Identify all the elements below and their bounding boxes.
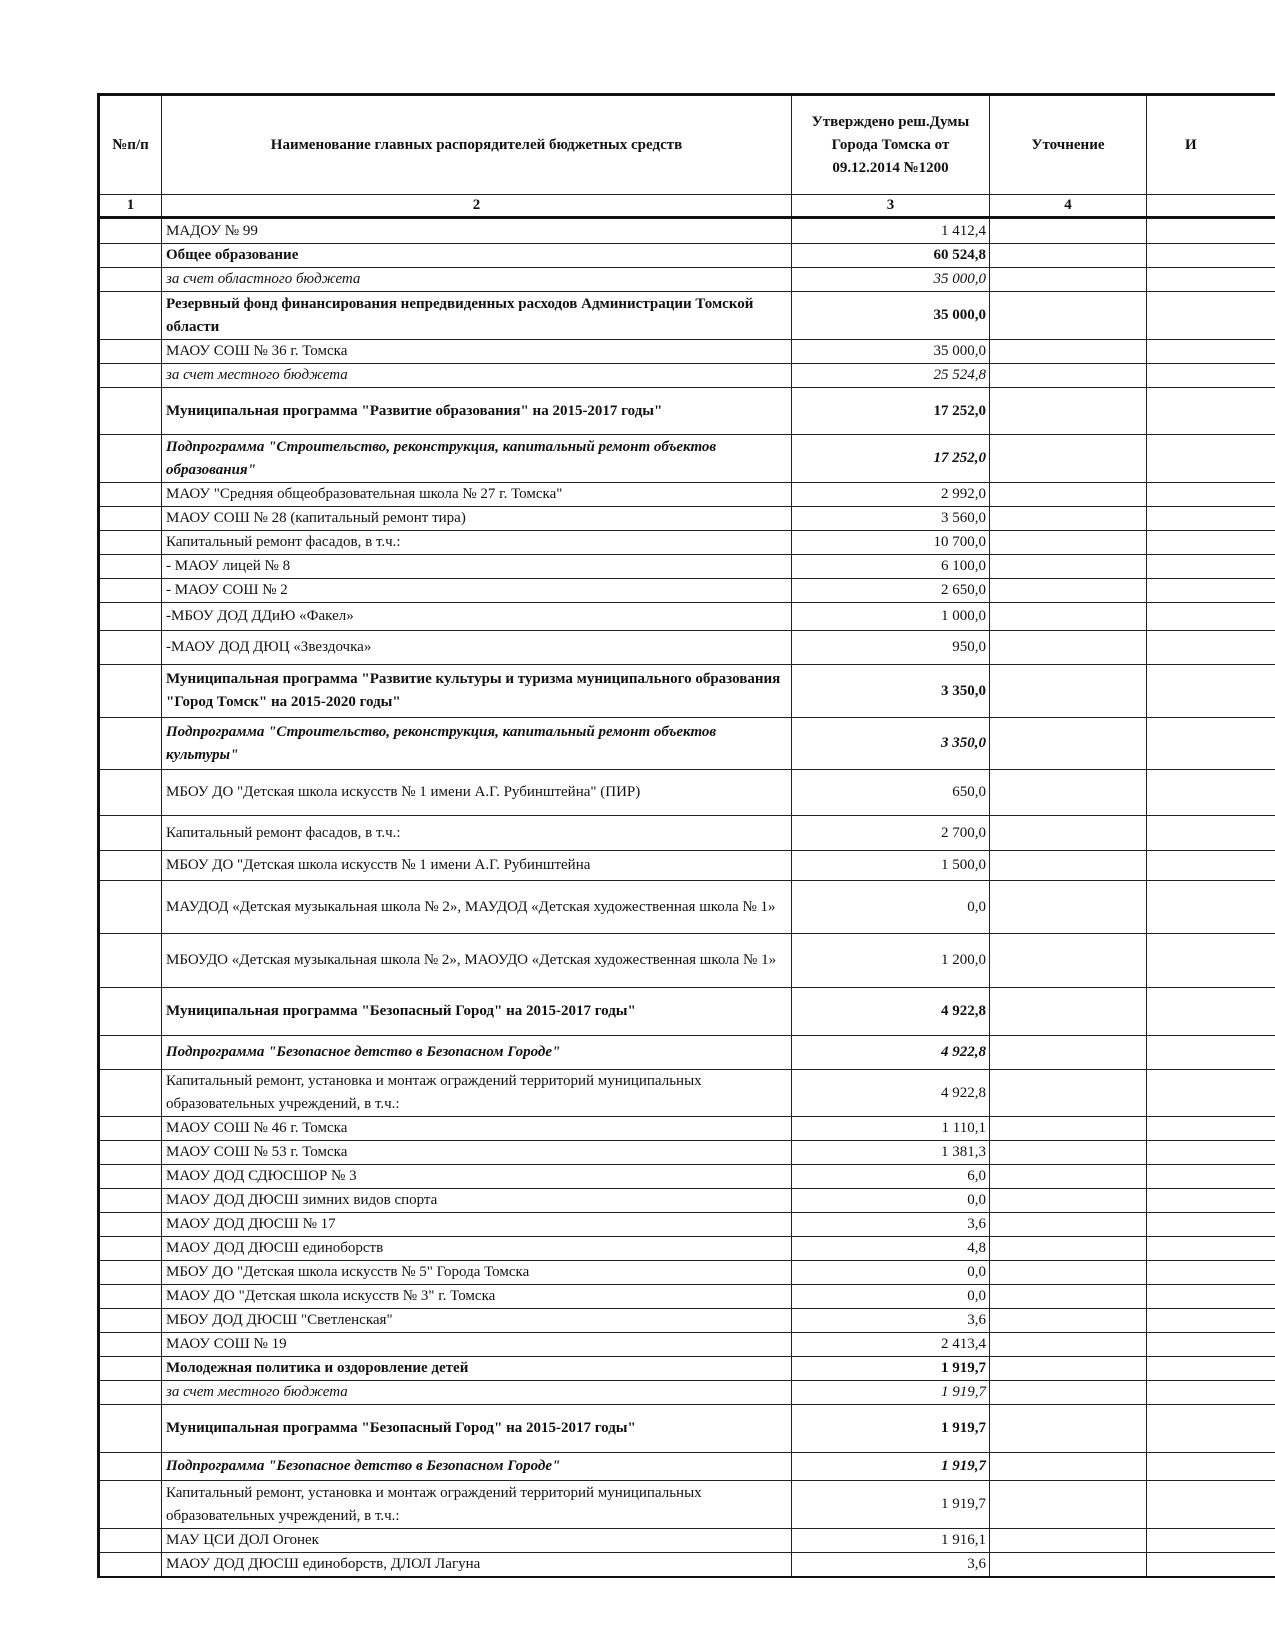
table-row (99, 1213, 1275, 1237)
row-approved-value: 17 252,0 (792, 388, 990, 435)
table-row (99, 1189, 1275, 1213)
row-name: Резервный фонд финансирования непредвиденных расходов Администрации Томской области (162, 292, 792, 340)
row-number (99, 579, 162, 603)
table-row (99, 555, 1275, 579)
row-approved-value: 1 200,0 (792, 934, 990, 988)
column-number (1147, 195, 1275, 218)
row-total (1147, 1481, 1275, 1529)
row-number (99, 1117, 162, 1141)
row-approved-value: 35 000,0 (792, 340, 990, 364)
row-approved-value: 3 350,0 (792, 718, 990, 770)
row-clarification (990, 507, 1147, 531)
row-name: МАУ ЦСИ ДОЛ Огонек (162, 1529, 792, 1553)
row-approved-value: 1 916,1 (792, 1529, 990, 1553)
row-total (1147, 1453, 1275, 1481)
row-clarification (990, 988, 1147, 1036)
table-row (99, 1285, 1275, 1309)
row-clarification (990, 1357, 1147, 1381)
table-row (99, 507, 1275, 531)
table-row (99, 1261, 1275, 1285)
row-number (99, 631, 162, 665)
header-row (99, 95, 1275, 195)
row-approved-value: 0,0 (792, 1285, 990, 1309)
row-name: за счет местного бюджета (162, 1381, 792, 1405)
row-total (1147, 1117, 1275, 1141)
row-approved-value: 1 000,0 (792, 603, 990, 631)
table-row (99, 1529, 1275, 1553)
row-approved-value: 0,0 (792, 1189, 990, 1213)
row-total (1147, 340, 1275, 364)
row-name: МАОУ ДОД ДЮСШ единоборств (162, 1237, 792, 1261)
row-number (99, 1529, 162, 1553)
row-number (99, 851, 162, 881)
row-clarification (990, 851, 1147, 881)
row-clarification (990, 665, 1147, 718)
row-approved-value: 2 700,0 (792, 816, 990, 851)
row-clarification (990, 1529, 1147, 1553)
table-row (99, 1357, 1275, 1381)
row-number (99, 1481, 162, 1529)
row-clarification (990, 1553, 1147, 1578)
row-name: - МАОУ лицей № 8 (162, 555, 792, 579)
table-row (99, 244, 1275, 268)
row-approved-value: 1 110,1 (792, 1117, 990, 1141)
budget-table (97, 93, 1275, 1578)
table-row (99, 1381, 1275, 1405)
row-number (99, 1285, 162, 1309)
row-approved-value: 1 919,7 (792, 1381, 990, 1405)
row-number (99, 1165, 162, 1189)
table-row (99, 1453, 1275, 1481)
header-total: И (1147, 95, 1275, 195)
row-number (99, 531, 162, 555)
column-number: 1 (99, 195, 162, 218)
row-name: Молодежная политика и оздоровление детей (162, 1357, 792, 1381)
row-total (1147, 816, 1275, 851)
row-approved-value: 4 922,8 (792, 1036, 990, 1070)
row-clarification (990, 934, 1147, 988)
row-approved-value: 1 500,0 (792, 851, 990, 881)
row-clarification (990, 1189, 1147, 1213)
row-total (1147, 218, 1275, 244)
row-clarification (990, 268, 1147, 292)
row-name: МБОУ ДО "Детская школа искусств № 1 имени А.Г. Рубинштейна" (ПИР) (162, 770, 792, 816)
row-total (1147, 851, 1275, 881)
table-row (99, 770, 1275, 816)
row-clarification (990, 1117, 1147, 1141)
column-number-row (99, 195, 1275, 218)
row-name: Муниципальная программа "Безопасный Город" на 2015-2017 годы" (162, 988, 792, 1036)
row-total (1147, 770, 1275, 816)
row-approved-value: 25 524,8 (792, 364, 990, 388)
row-clarification (990, 1309, 1147, 1333)
row-approved-value: 2 413,4 (792, 1333, 990, 1357)
row-name: - МАОУ СОШ № 2 (162, 579, 792, 603)
row-number (99, 244, 162, 268)
table-row (99, 934, 1275, 988)
row-clarification (990, 1141, 1147, 1165)
row-approved-value: 3 350,0 (792, 665, 990, 718)
row-number (99, 1357, 162, 1381)
row-number (99, 881, 162, 934)
row-name: -МАОУ ДОД ДЮЦ «Звездочка» (162, 631, 792, 665)
row-total (1147, 1213, 1275, 1237)
table-row (99, 1481, 1275, 1529)
row-number (99, 1141, 162, 1165)
row-number (99, 1036, 162, 1070)
row-clarification (990, 483, 1147, 507)
row-approved-value: 3,6 (792, 1309, 990, 1333)
row-number (99, 1309, 162, 1333)
row-number (99, 603, 162, 631)
row-number (99, 718, 162, 770)
row-name: МАДОУ № 99 (162, 218, 792, 244)
row-name: Общее образование (162, 244, 792, 268)
row-number (99, 268, 162, 292)
row-total (1147, 1357, 1275, 1381)
row-number (99, 988, 162, 1036)
row-approved-value: 4,8 (792, 1237, 990, 1261)
row-number (99, 665, 162, 718)
table-row (99, 1141, 1275, 1165)
row-name: МАОУ СОШ № 46 г. Томска (162, 1117, 792, 1141)
row-approved-value: 60 524,8 (792, 244, 990, 268)
table-row (99, 292, 1275, 340)
row-clarification (990, 364, 1147, 388)
row-name: -МБОУ ДОД ДДиЮ «Факел» (162, 603, 792, 631)
row-number (99, 816, 162, 851)
row-total (1147, 1141, 1275, 1165)
row-number (99, 1237, 162, 1261)
row-name: за счет местного бюджета (162, 364, 792, 388)
row-approved-value: 3,6 (792, 1213, 990, 1237)
table-row (99, 579, 1275, 603)
row-total (1147, 631, 1275, 665)
row-total (1147, 1165, 1275, 1189)
row-clarification (990, 1381, 1147, 1405)
row-clarification (990, 1165, 1147, 1189)
row-clarification (990, 881, 1147, 934)
row-clarification (990, 1481, 1147, 1529)
row-name: Капитальный ремонт, установка и монтаж ограждений территорий муниципальных образовательных учреждений, в т.ч.: (162, 1070, 792, 1117)
row-total (1147, 934, 1275, 988)
row-approved-value: 4 922,8 (792, 1070, 990, 1117)
row-clarification (990, 718, 1147, 770)
row-approved-value: 1 381,3 (792, 1141, 990, 1165)
row-total (1147, 268, 1275, 292)
row-approved-value: 17 252,0 (792, 435, 990, 483)
row-number (99, 1189, 162, 1213)
table-row (99, 1553, 1275, 1578)
row-clarification (990, 770, 1147, 816)
row-name: МАОУ ДО "Детская школа искусств № 3" г. Томска (162, 1285, 792, 1309)
table-row (99, 483, 1275, 507)
row-total (1147, 435, 1275, 483)
row-name: МАОУ СОШ № 19 (162, 1333, 792, 1357)
table-row (99, 1165, 1275, 1189)
row-approved-value: 35 000,0 (792, 292, 990, 340)
row-number (99, 292, 162, 340)
row-name: Подпрограмма "Безопасное детство в Безопасном Городе" (162, 1036, 792, 1070)
table-row (99, 1117, 1275, 1141)
row-approved-value: 1 412,4 (792, 218, 990, 244)
row-name: МАОУ ДОД ДЮСШ зимних видов спорта (162, 1189, 792, 1213)
row-approved-value: 35 000,0 (792, 268, 990, 292)
row-number (99, 1261, 162, 1285)
table-row (99, 988, 1275, 1036)
row-clarification (990, 631, 1147, 665)
row-clarification (990, 388, 1147, 435)
row-total (1147, 1285, 1275, 1309)
header-name: Наименование главных распорядителей бюджетных средств (162, 95, 792, 195)
row-approved-value: 6,0 (792, 1165, 990, 1189)
row-total (1147, 1036, 1275, 1070)
row-name: МАОУ ДОД СДЮСШОР № 3 (162, 1165, 792, 1189)
row-total (1147, 507, 1275, 531)
table-row (99, 340, 1275, 364)
column-number: 4 (990, 195, 1147, 218)
row-number (99, 483, 162, 507)
row-total (1147, 1189, 1275, 1213)
row-total (1147, 1070, 1275, 1117)
row-total (1147, 988, 1275, 1036)
table-row (99, 218, 1275, 244)
row-name: Муниципальная программа "Безопасный Город" на 2015-2017 годы" (162, 1405, 792, 1453)
row-name: МАУДОД «Детская музыкальная школа № 2», МАУДОД «Детская художественная школа № 1» (162, 881, 792, 934)
row-number (99, 1405, 162, 1453)
row-approved-value: 0,0 (792, 1261, 990, 1285)
row-total (1147, 718, 1275, 770)
row-name: Подпрограмма "Безопасное детство в Безопасном Городе" (162, 1453, 792, 1481)
row-name: МАОУ "Средняя общеобразовательная школа № 27 г. Томска" (162, 483, 792, 507)
row-number (99, 340, 162, 364)
row-approved-value: 3,6 (792, 1553, 990, 1578)
table-row (99, 603, 1275, 631)
row-total (1147, 1261, 1275, 1285)
row-clarification (990, 603, 1147, 631)
row-name: Капитальный ремонт фасадов, в т.ч.: (162, 816, 792, 851)
row-total (1147, 1309, 1275, 1333)
row-number (99, 364, 162, 388)
row-clarification (990, 531, 1147, 555)
row-clarification (990, 816, 1147, 851)
column-number: 3 (792, 195, 990, 218)
row-total (1147, 555, 1275, 579)
row-total (1147, 603, 1275, 631)
row-name: МАОУ ДОД ДЮСШ единоборств, ДЛОЛ Лагуна (162, 1553, 792, 1578)
table-row (99, 665, 1275, 718)
row-clarification (990, 1333, 1147, 1357)
row-number (99, 934, 162, 988)
table-row (99, 1070, 1275, 1117)
row-total (1147, 388, 1275, 435)
row-name: Муниципальная программа "Развитие культуры и туризма муниципального образования "Город Томск" на 2015-2020 годы" (162, 665, 792, 718)
table-row (99, 1036, 1275, 1070)
header-approved: Утверждено реш.Думы Города Томска от 09.12.2014 №1200 (792, 95, 990, 195)
row-number (99, 1070, 162, 1117)
row-approved-value: 650,0 (792, 770, 990, 816)
row-number (99, 435, 162, 483)
table-row (99, 881, 1275, 934)
table-row (99, 268, 1275, 292)
table-row (99, 1333, 1275, 1357)
row-number (99, 388, 162, 435)
row-approved-value: 1 919,7 (792, 1481, 990, 1529)
row-approved-value: 4 922,8 (792, 988, 990, 1036)
row-clarification (990, 1261, 1147, 1285)
row-approved-value: 1 919,7 (792, 1405, 990, 1453)
row-name: МБОУ ДО "Детская школа искусств № 5" Города Томска (162, 1261, 792, 1285)
row-name: МБОУ ДОД ДЮСШ "Светленская" (162, 1309, 792, 1333)
row-total (1147, 1333, 1275, 1357)
row-number (99, 218, 162, 244)
header-clarification: Уточнение (990, 95, 1147, 195)
row-total (1147, 1529, 1275, 1553)
table-row (99, 816, 1275, 851)
table-row (99, 1405, 1275, 1453)
row-number (99, 1553, 162, 1578)
row-name: Подпрограмма "Строительство, реконструкция, капитальный ремонт объектов образования" (162, 435, 792, 483)
row-approved-value: 10 700,0 (792, 531, 990, 555)
row-name: МАОУ СОШ № 28 (капитальный ремонт тира) (162, 507, 792, 531)
row-total (1147, 1405, 1275, 1453)
row-name: МБОУ ДО "Детская школа искусств № 1 имени А.Г. Рубинштейна (162, 851, 792, 881)
table-row (99, 531, 1275, 555)
row-approved-value: 2 992,0 (792, 483, 990, 507)
table-row (99, 1309, 1275, 1333)
table-row (99, 364, 1275, 388)
table-row (99, 851, 1275, 881)
row-approved-value: 3 560,0 (792, 507, 990, 531)
row-name: за счет областного бюджета (162, 268, 792, 292)
row-number (99, 1213, 162, 1237)
row-number (99, 1333, 162, 1357)
row-clarification (990, 435, 1147, 483)
row-clarification (990, 555, 1147, 579)
row-total (1147, 531, 1275, 555)
row-total (1147, 244, 1275, 268)
header-number: №п/п (99, 95, 162, 195)
row-total (1147, 1553, 1275, 1578)
row-approved-value: 2 650,0 (792, 579, 990, 603)
row-approved-value: 6 100,0 (792, 555, 990, 579)
row-name: МАОУ ДОД ДЮСШ № 17 (162, 1213, 792, 1237)
row-clarification (990, 292, 1147, 340)
row-total (1147, 1237, 1275, 1261)
row-clarification (990, 1070, 1147, 1117)
row-number (99, 770, 162, 816)
table-row (99, 1237, 1275, 1261)
row-total (1147, 579, 1275, 603)
row-clarification (990, 244, 1147, 268)
row-total (1147, 483, 1275, 507)
table-row (99, 435, 1275, 483)
table-row (99, 718, 1275, 770)
row-name: Муниципальная программа "Развитие образования" на 2015-2017 годы" (162, 388, 792, 435)
row-number (99, 555, 162, 579)
row-clarification (990, 1405, 1147, 1453)
row-approved-value: 1 919,7 (792, 1357, 990, 1381)
row-total (1147, 665, 1275, 718)
row-total (1147, 364, 1275, 388)
table-row (99, 631, 1275, 665)
row-approved-value: 950,0 (792, 631, 990, 665)
row-total (1147, 292, 1275, 340)
table-row (99, 388, 1275, 435)
row-approved-value: 1 919,7 (792, 1453, 990, 1481)
row-clarification (990, 1213, 1147, 1237)
row-clarification (990, 340, 1147, 364)
row-name: МАОУ СОШ № 36 г. Томска (162, 340, 792, 364)
row-approved-value: 0,0 (792, 881, 990, 934)
row-clarification (990, 579, 1147, 603)
row-name: МБОУДО «Детская музыкальная школа № 2», МАОУДО «Детская художественная школа № 1» (162, 934, 792, 988)
row-clarification (990, 1036, 1147, 1070)
row-total (1147, 1381, 1275, 1405)
row-number (99, 1381, 162, 1405)
row-clarification (990, 1237, 1147, 1261)
row-clarification (990, 1453, 1147, 1481)
row-clarification (990, 218, 1147, 244)
row-number (99, 507, 162, 531)
row-name: МАОУ СОШ № 53 г. Томска (162, 1141, 792, 1165)
row-number (99, 1453, 162, 1481)
row-name: Капитальный ремонт, установка и монтаж ограждений территорий муниципальных образовательных учреждений, в т.ч.: (162, 1481, 792, 1529)
row-clarification (990, 1285, 1147, 1309)
row-name: Капитальный ремонт фасадов, в т.ч.: (162, 531, 792, 555)
column-number: 2 (162, 195, 792, 218)
row-name: Подпрограмма "Строительство, реконструкция, капитальный ремонт объектов культуры" (162, 718, 792, 770)
row-total (1147, 881, 1275, 934)
